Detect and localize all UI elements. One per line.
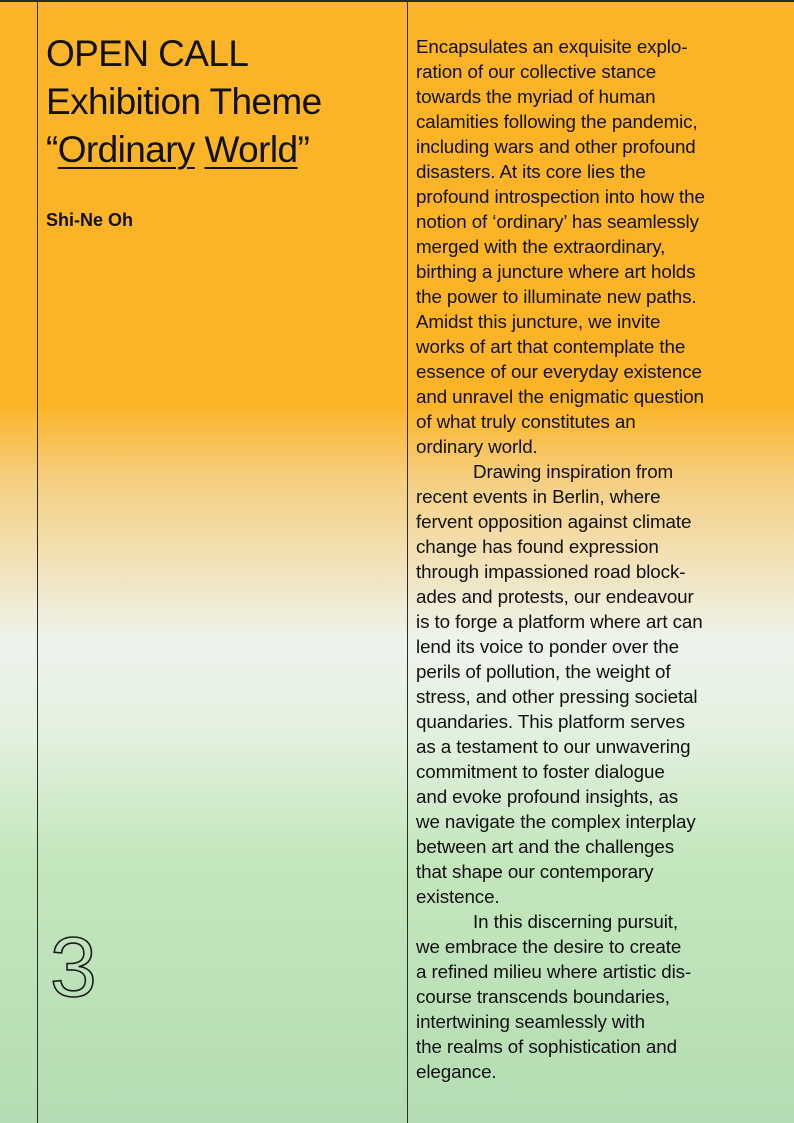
exhibition-title <box>46 30 401 174</box>
center-column-rule <box>407 0 408 1123</box>
body-line: notion of ‘ordinary’ has seamlessly <box>416 211 699 232</box>
paragraph-start-line: In this discerning pursuit, <box>473 911 679 932</box>
paragraph-start-line: Drawing inspiration from <box>473 461 674 482</box>
body-line: the realms of sophistication and <box>416 1036 677 1057</box>
body-line: the power to illuminate new paths. <box>416 286 697 307</box>
body-line: fervent opposition against climate <box>416 511 692 532</box>
body-line: elegance. <box>416 1061 497 1082</box>
body-line: profound introspection into how the <box>416 186 705 207</box>
body-line: towards the myriad of human <box>416 86 656 107</box>
body-line: ordinary world. <box>416 436 538 457</box>
body-line: ration of our collective stance <box>416 61 657 82</box>
title-close-quote: ” <box>297 129 310 170</box>
body-line: including wars and other profound <box>416 136 696 157</box>
title-line-exhibition-theme: Exhibition Theme <box>46 81 322 122</box>
body-line: through impassioned road block- <box>416 561 686 582</box>
body-line: commitment to foster dialogue <box>416 761 665 782</box>
body-line: we navigate the complex interplay <box>416 811 696 832</box>
title-line-open-call: OPEN CALL <box>46 33 249 74</box>
body-text <box>416 34 772 1084</box>
body-line: course transcends boundaries, <box>416 986 670 1007</box>
body-line: of what truly constitutes an <box>416 411 636 432</box>
body-line: is to forge a platform where art can <box>416 611 703 632</box>
body-line: perils of pollution, the weight of <box>416 661 671 682</box>
body-line: essence of our everyday existence <box>416 361 702 382</box>
body-line: quandaries. This platform serves <box>416 711 685 732</box>
title-word-world: World <box>204 129 298 170</box>
body-line: we embrace the desire to create <box>416 936 682 957</box>
title-open-quote: “ <box>46 129 58 170</box>
body-line: existence. <box>416 886 500 907</box>
body-line: merged with the extraordinary, <box>416 236 666 257</box>
body-line: calamities following the pandemic, <box>416 111 698 132</box>
title-word-ordinary: Ordinary <box>57 129 195 170</box>
left-column-rule <box>37 0 38 1123</box>
top-rule <box>0 0 794 2</box>
body-line: stress, and other pressing societal <box>416 686 698 707</box>
body-line: disasters. At its core lies the <box>416 161 646 182</box>
page-number: 3 <box>50 920 97 1014</box>
body-line: ades and protests, our endeavour <box>416 586 694 607</box>
body-line: between art and the challenges <box>416 836 675 857</box>
author-name: Shi-Ne Oh <box>46 210 134 230</box>
body-line: a refined milieu where artistic dis- <box>416 961 692 982</box>
body-line: that shape our contemporary <box>416 861 654 882</box>
body-line: works of art that contemplate the <box>416 336 686 357</box>
body-line: recent events in Berlin, where <box>416 486 661 507</box>
body-line: and evoke profound insights, as <box>416 786 679 807</box>
title-space <box>195 129 205 170</box>
body-line: Amidst this juncture, we invite <box>416 311 661 332</box>
body-line: as a testament to our unwavering <box>416 736 691 757</box>
title-line-theme-name <box>46 126 401 174</box>
body-line: birthing a juncture where art holds <box>416 261 696 282</box>
body-line: lend its voice to ponder over the <box>416 636 679 657</box>
body-line: Encapsulates an exquisite explo- <box>416 36 688 57</box>
body-line: change has found expression <box>416 536 659 557</box>
body-line: intertwining seamlessly with <box>416 1011 645 1032</box>
body-line: and unravel the enigmatic question <box>416 386 704 407</box>
